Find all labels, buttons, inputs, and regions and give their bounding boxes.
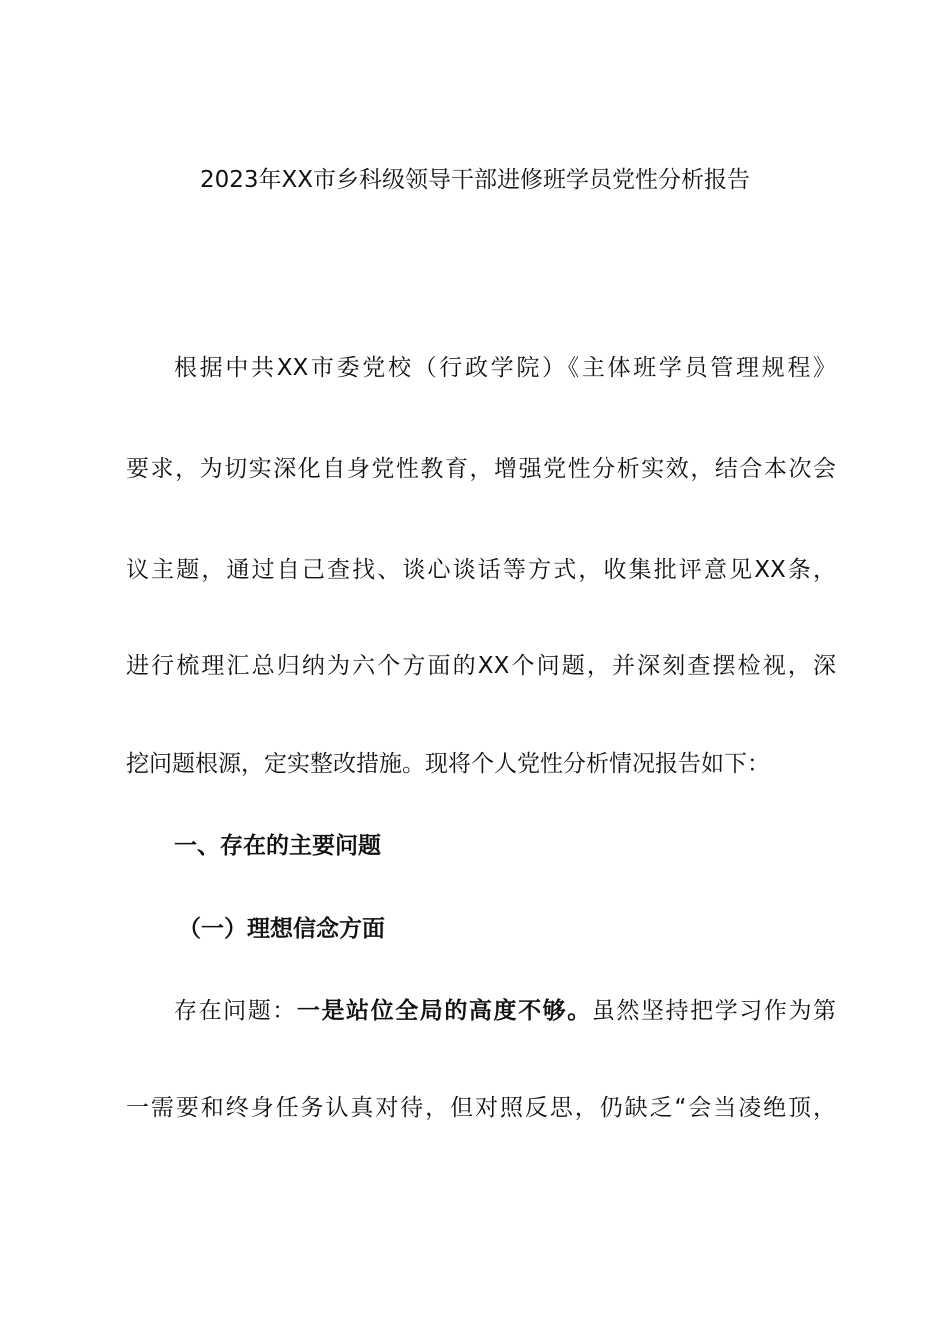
problem-line <box>174 991 836 1031</box>
problem-text: 虽然坚持把学习作为第 <box>591 998 837 1024</box>
paragraph-line: 要求，为切实深化自身党性教育，增强党性分析实效，结合本次会 <box>126 456 836 482</box>
paragraph-line: 一需要和终身任务认真对待，但对照反思，仍缺乏“会当凌绝顶， <box>126 1095 836 1121</box>
paragraph-line: 进行梳理汇总归纳为六个方面的XX个问题，并深刻查摆检视，深 <box>126 653 836 679</box>
problem-label: 存在问题： <box>174 998 297 1024</box>
subsection-heading: （一）理想信念方面 <box>178 916 385 942</box>
paragraph-line: 挖问题根源，定实整改措施。现将个人党性分析情况报告如下： <box>126 751 770 777</box>
paragraph-line: 议主题，通过自己查找、谈心谈话等方式，收集批评意见XX条， <box>126 557 836 583</box>
section-heading: 一、存在的主要问题 <box>174 833 381 859</box>
document-title: 2023年XX市乡科级领导干部进修班学员党性分析报告 <box>199 167 751 193</box>
problem-bold-statement: 一是站位全局的高度不够。 <box>296 998 592 1024</box>
paragraph-line: 根据中共XX市委党校（行政学院）《主体班学员管理规程》 <box>174 355 836 381</box>
